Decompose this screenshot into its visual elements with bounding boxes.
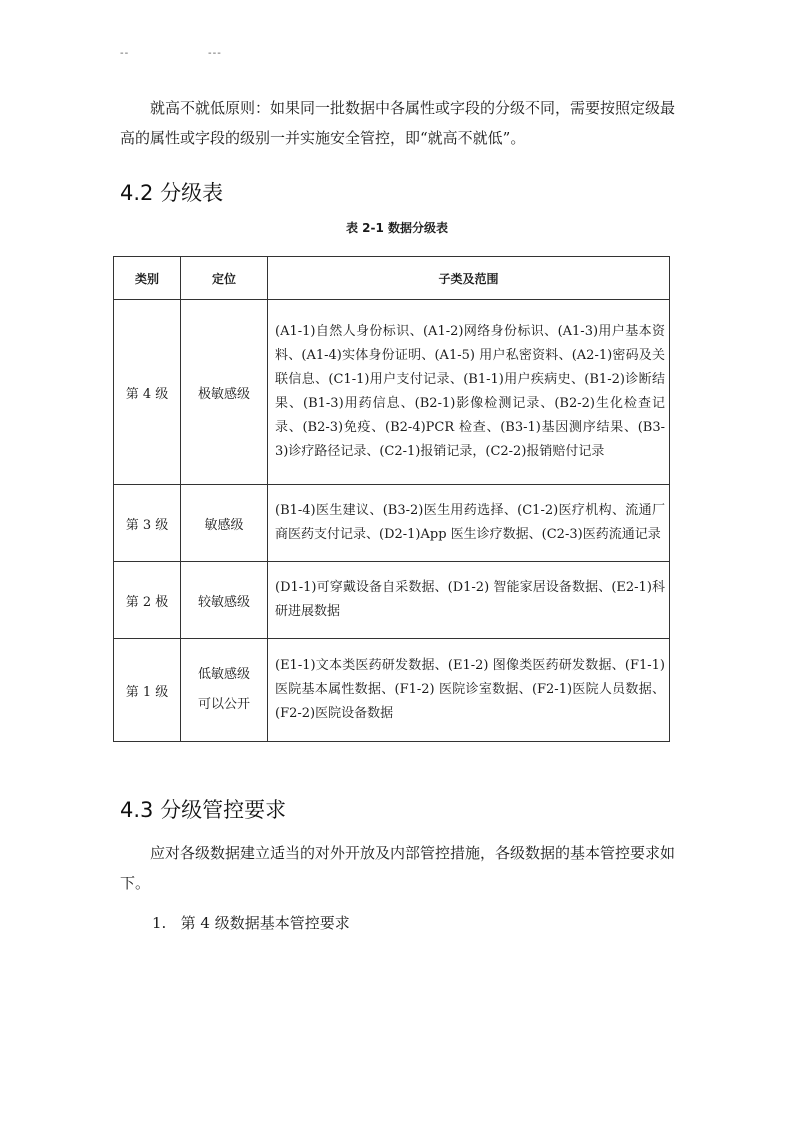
section-heading-4-2: 4.2 分级表 <box>120 181 224 205</box>
scope-cell: (E1-1)文本类医药研发数据、(E1-2) 图像类医药研发数据、(F1-1)医院基本属性数据、(F1-2) 医院诊室数据、(F2-1)医院人员数据、(F2-2)医院设备数据 <box>268 639 670 742</box>
position-line-1: 低敏感级 <box>197 667 250 682</box>
header-scope: 子类及范围 <box>268 257 670 300</box>
table-row <box>114 562 670 639</box>
table-header-row <box>114 257 670 300</box>
position-cell <box>181 639 268 742</box>
level-cell: 第 2 极 <box>114 562 181 639</box>
header-mark-left: -- <box>120 48 130 59</box>
list-number: 1. <box>152 914 167 932</box>
scope-cell: (B1-4)医生建议、(B3-2)医生用药选择、(C1-2)医疗机构、流通厂商医药支付记录、(D2-1)App 医生诊疗数据、(C2-3)医药流通记录 <box>268 485 670 562</box>
table-caption: 表 2-1 数据分级表 <box>345 221 449 235</box>
position-cell: 极敏感级 <box>181 300 268 485</box>
table-row <box>114 639 670 742</box>
classification-table <box>113 256 670 742</box>
level-cell: 第 1 级 <box>114 639 181 742</box>
section-heading-4-3: 4.3 分级管控要求 <box>120 798 287 822</box>
intro-paragraph: 就高不就低原则：如果同一批数据中各属性或字段的分级不同，需要按照定级最高的属性或字段的级别一并实施安全管控，即“就高不就低”。 <box>120 99 676 147</box>
position-cell: 较敏感级 <box>181 562 268 639</box>
table-row <box>114 485 670 562</box>
level-cell: 第 4 级 <box>114 300 181 485</box>
list-item <box>152 908 350 938</box>
list-item-text: 第 4 级数据基本管控要求 <box>180 914 350 932</box>
scope-cell: (D1-1)可穿戴设备自采数据、(D1-2) 智能家居设备数据、(E2-1)科研进展数据 <box>268 562 670 639</box>
header-category: 类别 <box>114 257 181 300</box>
table-row <box>114 300 670 485</box>
section-4-3-paragraph: 应对各级数据建立适当的对外开放及内部管控措施，各级数据的基本管控要求如下。 <box>120 844 676 892</box>
position-line-2: 可以公开 <box>197 697 250 712</box>
position-cell: 敏感级 <box>181 485 268 562</box>
header-position: 定位 <box>181 257 268 300</box>
header-mark-right: --- <box>208 48 222 59</box>
scope-cell: (A1-1)自然人身份标识、(A1-2)网络身份标识、(A1-3)用户基本资料、(A1-4)实体身份证明、(A1-5) 用户私密资料、(A2-1)密码及关联信息、(C1-1)用户支付记录、(B1-1)用户疾病史、(B1-2)诊断结果、(B1-3)用药信息、(B2-1)影像检测记录、(B2-2)生化检查记录、(B2-3)免疫、(B2-4)PCR 检查、(B3-1)基因测序结果、(B3-3)诊疗路径记录、(C2-1)报销记录，(C2-2)报销赔付记录 <box>268 300 670 485</box>
level-cell: 第 3 级 <box>114 485 181 562</box>
